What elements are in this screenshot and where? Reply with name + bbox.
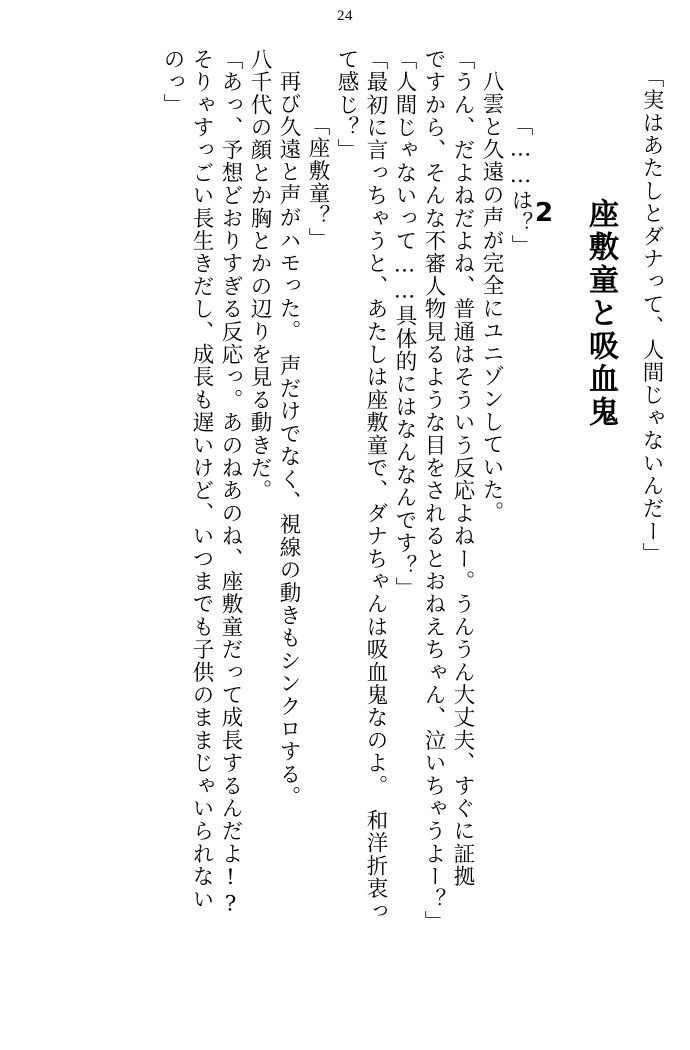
text-column: 「うん、だよねだよね、普通はそういう反応よねー。うんうん大丈夫、すぐに証拠 [450,48,475,888]
text-column: 再び久遠と声がハモった。 声だけでなく、視線の動きもシンクロする。 [276,70,301,809]
text-column: 八雲と久遠の声が完全にユニゾンしていた。 [479,70,504,524]
text-column: 「座敷童？」 [305,114,330,251]
text-column: 八千代の顔とか胸とかの辺りを見る動きだ。 [247,48,272,502]
text-column: ですから、そんな不審人物見るような目をされるとおねえちゃん、泣いちゃうよー？」 [421,48,446,934]
text-column: て感じ？」 [334,48,359,162]
text-column: 「人間じゃないって……具体的にはなんなんです？」 [392,48,417,600]
text-column: のっ」 [160,48,185,117]
vertical-text-body [28,48,662,1028]
page-number: 24 [337,8,353,24]
text-column: そりゃすっごい長生きだし、成長も遅いけど、いつまでも子供のままじゃいられない [189,48,214,911]
text-column: 「実はあたしとダナって、人間じゃないんだー」 [639,66,664,566]
chapter-number: 2 [529,198,559,230]
text-column: 「……は？」 [508,114,533,258]
chapter-title: 座敷童と吸血鬼 [583,198,618,429]
text-column: 「あっ、予想どおりすぎる反応っ。あのねあのね、座敷童だって成長するんだよ!? [218,48,243,918]
text-column: 「最初に言っちゃうと、あたしは座敷童で、ダナちゃんは吸血鬼なのよ。 和洋折衷っ [363,48,388,923]
